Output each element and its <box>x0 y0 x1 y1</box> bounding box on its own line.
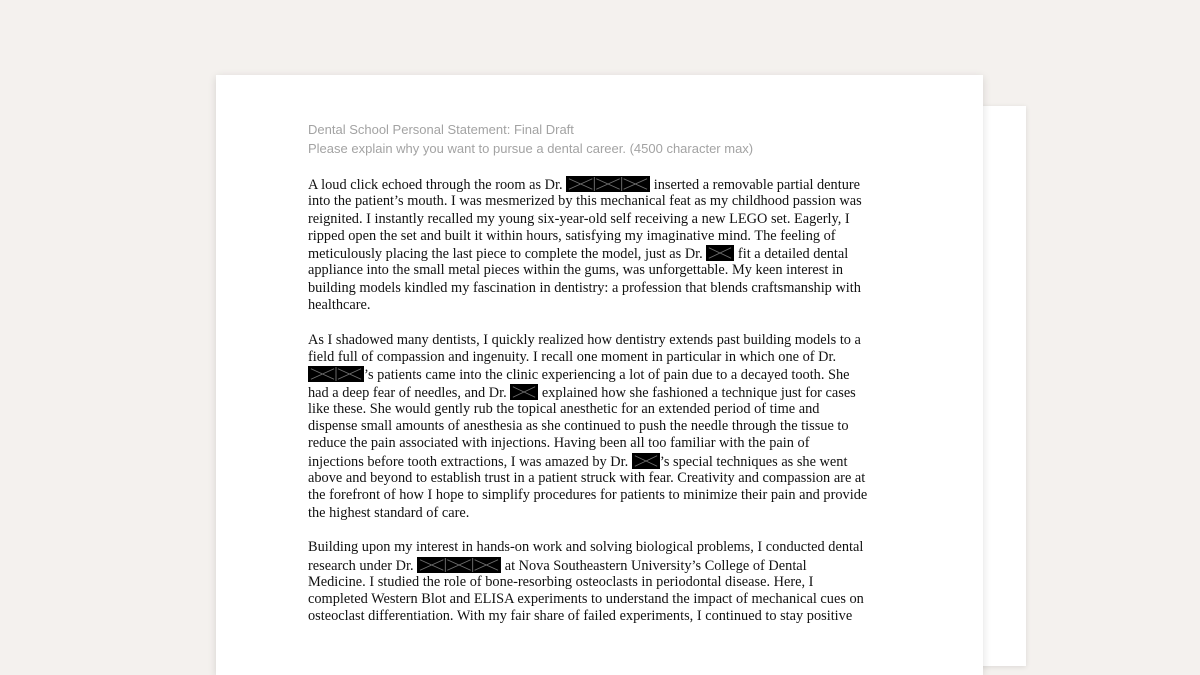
text-run: injections before tooth extractions, I was amazed by Dr. <box>308 453 632 470</box>
text-run: into the patient’s mouth. I was mesmerized by this mechanical feat as my childhood passion was <box>308 193 862 210</box>
redaction-cross-marks <box>309 367 363 381</box>
redaction-cross-marks <box>511 385 537 399</box>
redaction-box <box>417 557 501 573</box>
redaction-cross-marks <box>707 246 733 260</box>
text-line <box>308 245 900 262</box>
redaction-box <box>706 245 734 261</box>
document-prompt: Please explain why you want to pursue a dental career. (4500 character max) <box>308 141 754 156</box>
text-line <box>308 262 900 279</box>
text-run: osteoclast differentiation. With my fair share of failed experiments, I continued to stay positive <box>308 608 853 625</box>
text-line <box>308 418 900 435</box>
text-run: Medicine. I studied the role of bone-resorbing osteoclasts in periodontal disease. Here, I <box>308 573 814 590</box>
document-page <box>216 75 983 675</box>
text-line <box>308 280 900 297</box>
text-line <box>308 470 900 487</box>
text-line <box>308 574 900 591</box>
text-line <box>308 332 900 349</box>
text-run: had a deep fear of needles, and Dr. <box>308 384 511 401</box>
text-line <box>308 487 900 504</box>
text-line <box>308 591 900 608</box>
text-run: the forefront of how I hope to simplify procedures for patients to minimize their pain and provide <box>308 487 868 504</box>
text-run: ’s special techniques as she went <box>659 453 848 470</box>
paragraph-gap <box>308 314 900 331</box>
text-line <box>308 608 900 625</box>
text-line <box>308 349 900 366</box>
paragraph <box>308 176 900 314</box>
text-run: reignited. I instantly recalled my young six-year-old self receiving a new LEGO set. Eagerly, I <box>308 210 850 227</box>
text-run: appliance into the small metal pieces within the gums, was unforgettable. My keen interest in <box>308 262 844 279</box>
redaction-cross-marks <box>633 454 659 468</box>
text-run: inserted a removable partial denture <box>650 177 861 193</box>
text-line <box>308 366 900 383</box>
text-line <box>308 401 900 418</box>
text-line <box>308 176 900 193</box>
text-line <box>308 557 900 574</box>
text-run: healthcare. <box>308 297 371 314</box>
text-run: meticulously placing the last piece to complete the model, just as Dr. <box>308 246 707 263</box>
text-line <box>308 453 900 470</box>
text-run: explained how she fashioned a technique just for cases <box>538 384 856 401</box>
redaction-cross-marks <box>567 177 649 191</box>
text-run: A loud click echoed through the room as Dr. <box>308 177 567 193</box>
redaction-cross-marks <box>418 558 500 572</box>
redaction-box <box>566 176 650 192</box>
text-run: field full of compassion and ingenuity. I recall one moment in particular in which one of Dr. <box>308 348 837 365</box>
document-body <box>308 176 900 626</box>
text-line <box>308 384 900 401</box>
redaction-box <box>510 384 538 400</box>
document-header <box>308 120 753 158</box>
paragraph-gap <box>308 522 900 539</box>
paragraph <box>308 539 900 625</box>
text-line <box>308 193 900 210</box>
text-line <box>308 211 900 228</box>
document-title: Dental School Personal Statement: Final Draft <box>308 122 574 137</box>
text-run: above and beyond to establish trust in a patient struck with fear. Creativity and compassion are at <box>308 470 866 487</box>
text-line <box>308 228 900 245</box>
text-run: building models kindled my fascination in dentistry: a profession that blends craftsmanship with <box>308 279 861 296</box>
text-run: As I shadowed many dentists, I quickly realized how dentistry extends past building models to a <box>308 331 861 348</box>
text-run: reduce the pain associated with injections. Having been all too familiar with the pain of <box>308 435 810 452</box>
paragraph <box>308 332 900 522</box>
text-run: dispense small amounts of anesthesia as she continued to push the needle through the tissue to <box>308 418 849 435</box>
text-line <box>308 297 900 314</box>
text-line <box>308 505 900 522</box>
text-line <box>308 435 900 452</box>
text-run: Building upon my interest in hands-on work and solving biological problems, I conducted dental <box>308 539 864 556</box>
text-run: ripped open the set and built it within hours, satisfying my imaginative mind. The feeling of <box>308 227 836 244</box>
redaction-box <box>632 453 660 469</box>
text-run: completed Western Blot and ELISA experiments to understand the impact of mechanical cues on <box>308 591 864 608</box>
text-run: research under Dr. <box>308 557 418 574</box>
text-run: fit a detailed dental <box>734 246 849 263</box>
redaction-box <box>308 366 364 382</box>
text-run: the highest standard of care. <box>308 504 470 521</box>
text-run: at Nova Southeastern University’s College of Dental <box>501 557 807 574</box>
text-line <box>308 539 900 556</box>
text-run: ’s patients came into the clinic experiencing a lot of pain due to a decayed tooth. She <box>364 367 850 384</box>
text-run: like these. She would gently rub the topical anesthetic for an extended period of time and <box>308 400 820 417</box>
